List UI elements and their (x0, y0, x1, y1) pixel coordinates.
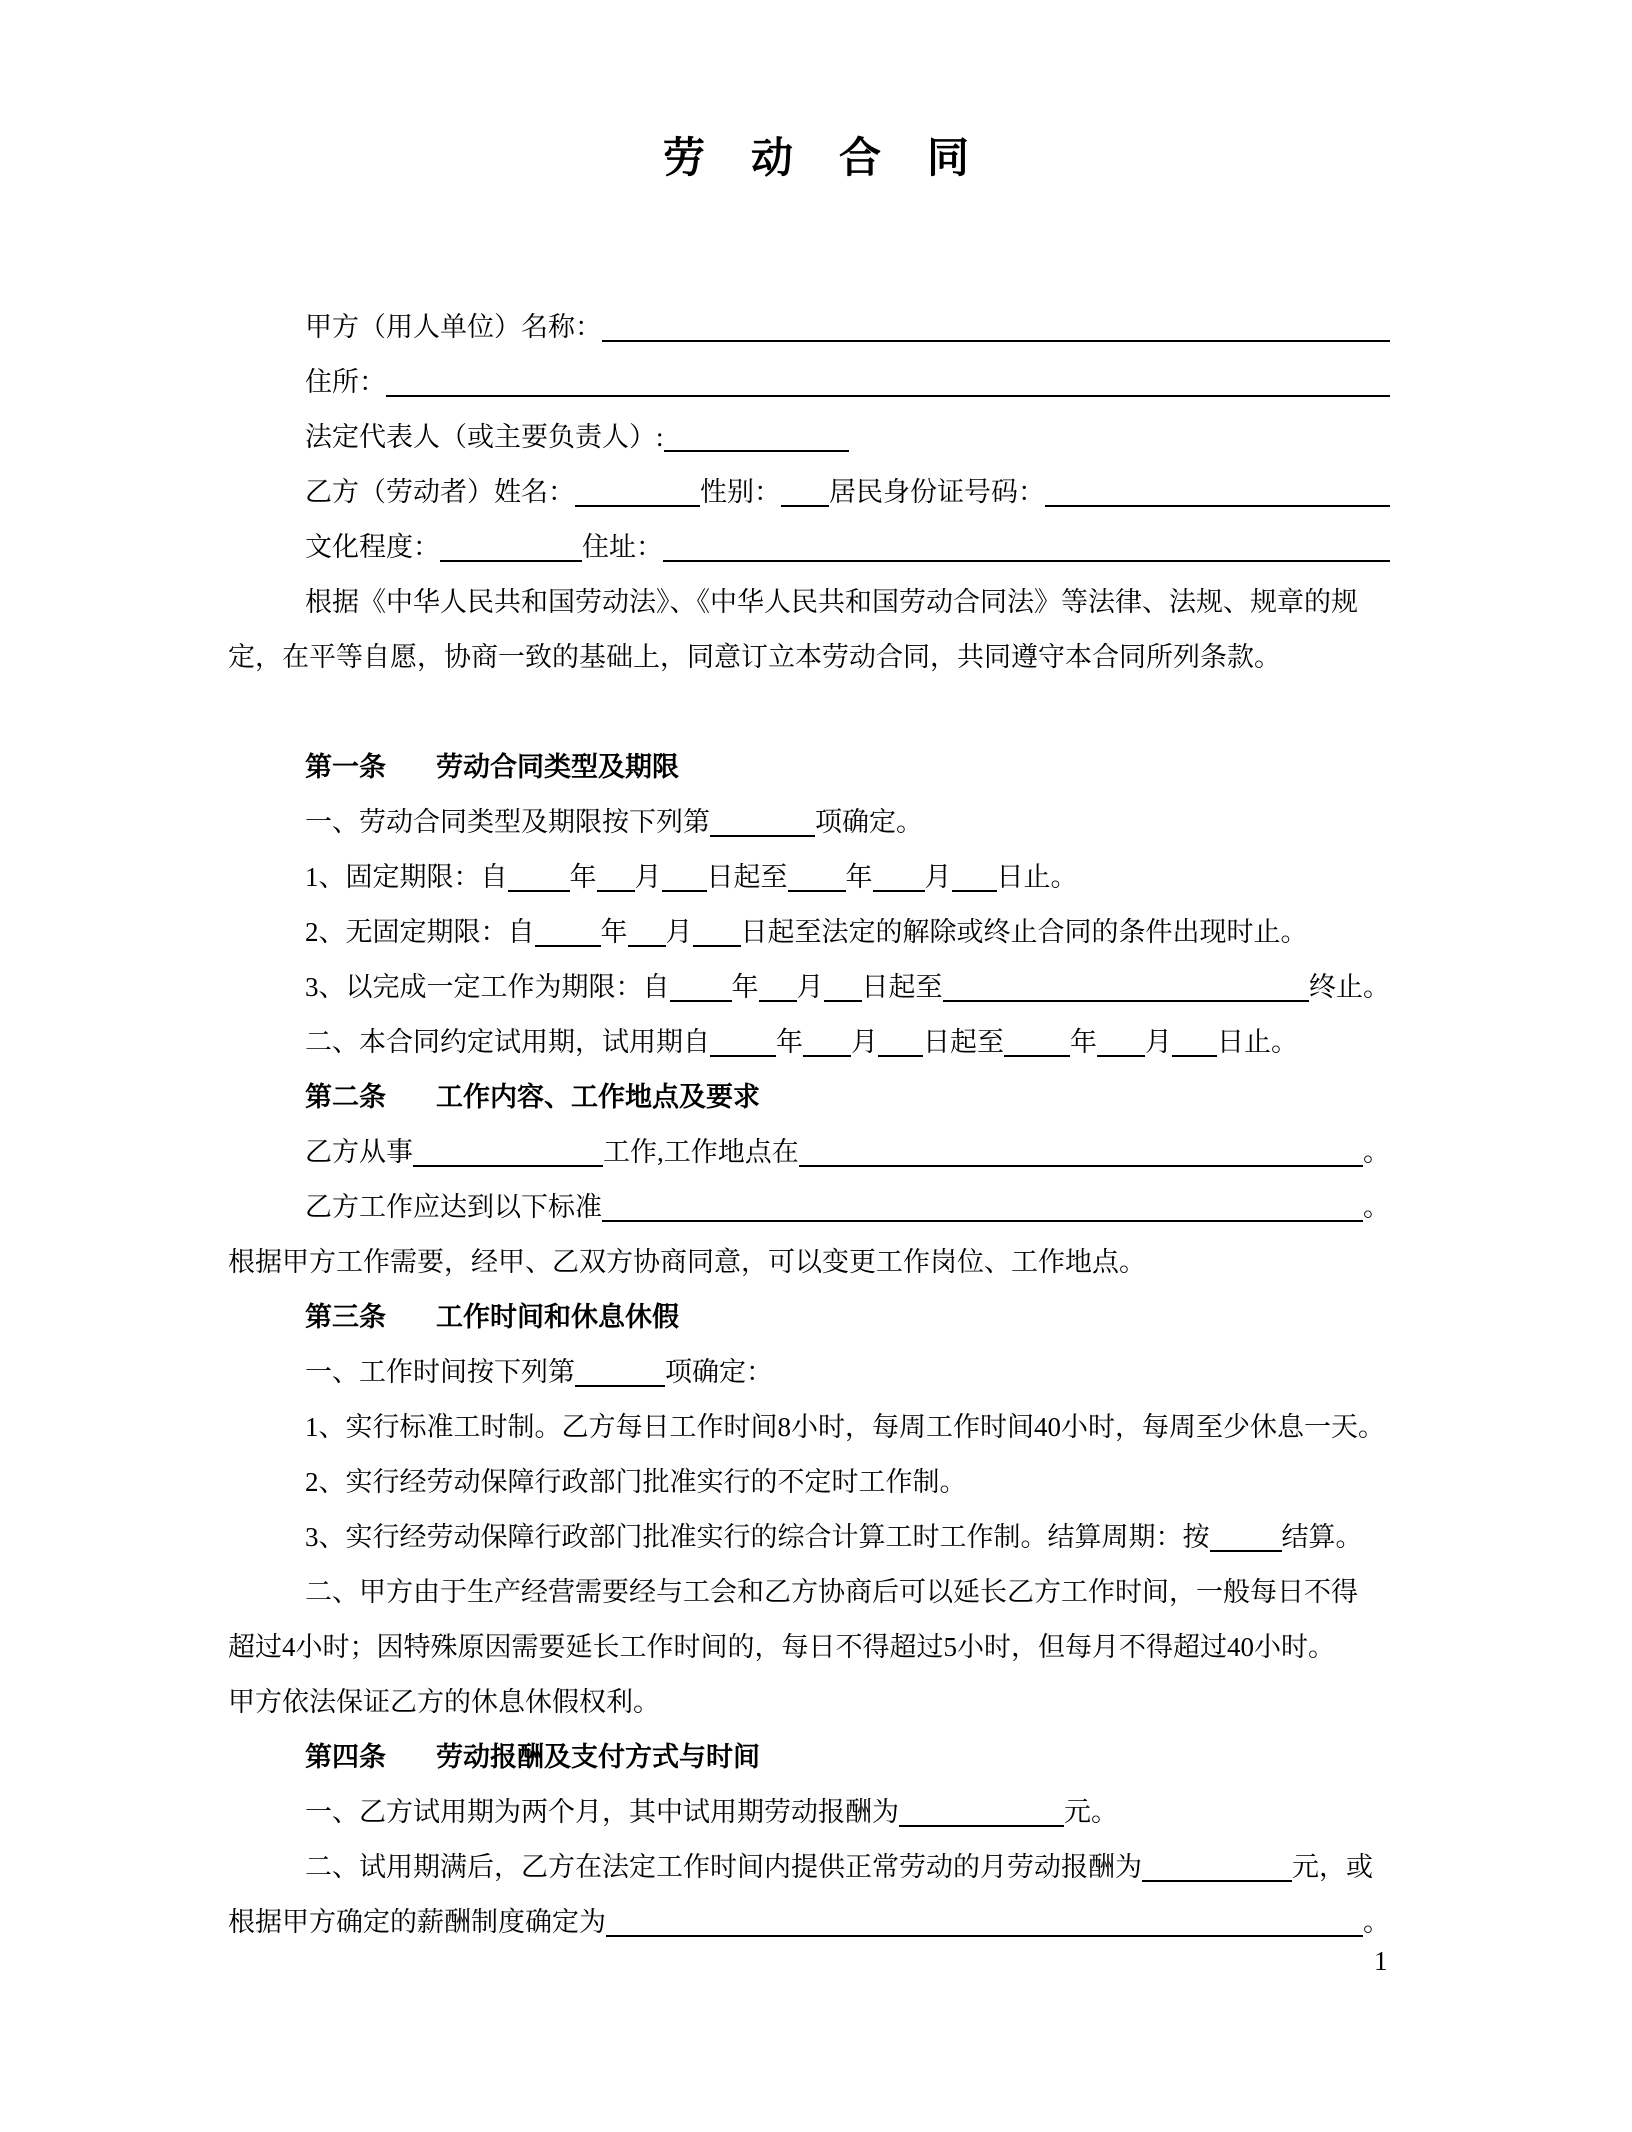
fill-in-blank (664, 450, 849, 452)
fill-in-blank (710, 835, 815, 837)
doc-text: 住所： (305, 367, 386, 397)
legal-representative-line (228, 410, 1390, 465)
doc-text: 一、劳动合同类型及期限按下列第 (305, 807, 710, 837)
doc-text: 3、以完成一定工作为期限：自 (305, 972, 670, 1002)
doc-text: 3、实行经劳动保障行政部门批准实行的综合计算工时工作制。结算周期：按 (305, 1522, 1210, 1552)
party-a-address-line (228, 355, 1390, 410)
doc-text: 日起至 (861, 972, 943, 1002)
doc-text: 一、工作时间按下列第 (305, 1357, 575, 1387)
party-b-info-line (228, 465, 1390, 520)
article-1-item-2 (228, 1015, 1390, 1070)
fill-in-blank (508, 890, 570, 892)
doc-text: 年 (731, 972, 759, 1002)
article-3-item-1-2 (228, 1455, 1390, 1510)
article-2-heading (228, 1070, 1390, 1125)
doc-text: 根据甲方工作需要，经甲、乙双方协商同意，可以变更工作岗位、工作地点。 (228, 1247, 1146, 1277)
article-3-item-1-1 (228, 1400, 1390, 1455)
fill-in-blank (693, 945, 741, 947)
preamble-line-2 (228, 630, 1390, 685)
article-3-item-1-3 (228, 1510, 1390, 1565)
fill-in-blank (670, 1000, 732, 1002)
doc-text: 1、固定期限：自 (305, 862, 508, 892)
article-4-item-2-cont (228, 1895, 1390, 1950)
doc-text: 1、实行标准工时制。乙方每日工作时间8小时，每周工作时间40小时，每周至少休息一天。 (305, 1412, 1385, 1442)
doc-text: 根据甲方确定的薪酬制度确定为 (228, 1907, 606, 1937)
doc-text: 日止。 (1217, 1027, 1298, 1057)
doc-text: 第三条 (305, 1302, 386, 1332)
doc-text: 月 (665, 917, 693, 947)
blank-row (228, 685, 1390, 740)
doc-text: 月 (851, 1027, 878, 1057)
party-a-name-line (228, 300, 1390, 355)
article-3-item-1 (228, 1345, 1390, 1400)
doc-text: 年 (569, 862, 597, 892)
doc-text: 第一条 (305, 752, 386, 782)
doc-text: 2、无固定期限：自 (305, 917, 535, 947)
doc-text: 第二条 (305, 1082, 386, 1112)
doc-text: 。 (1363, 1907, 1390, 1937)
article-1-item-1-1 (228, 850, 1390, 905)
doc-text: 性别： (700, 477, 781, 507)
doc-text: 工作,工作地点在 (603, 1137, 799, 1167)
fill-in-blank (575, 1385, 665, 1387)
fill-in-blank (878, 1055, 923, 1057)
fill-in-blank (1142, 1880, 1292, 1882)
doc-text: 一、乙方试用期为两个月，其中试用期劳动报酬为 (305, 1797, 899, 1827)
doc-text: 二、试用期满后，乙方在法定工作时间内提供正常劳动的月劳动报酬为 (305, 1852, 1142, 1882)
document-body (228, 300, 1390, 1950)
doc-text: 工作时间和休息休假 (436, 1302, 679, 1332)
fill-in-blank (873, 890, 925, 892)
doc-text: 日起至 (706, 862, 788, 892)
page-number: 1 (1374, 1946, 1388, 1976)
doc-text: 年 (845, 862, 873, 892)
fill-in-blank (899, 1825, 1064, 1827)
doc-text: 工作内容、工作地点及要求 (436, 1082, 760, 1112)
fill-in-blank (628, 945, 666, 947)
doc-text: 根据《中华人民共和国劳动法》、《中华人民共和国劳动合同法》等法律、法规、规章的规 (305, 587, 1358, 617)
doc-text: 。 (1363, 1192, 1390, 1222)
article-3-item-2 (228, 1565, 1390, 1620)
doc-text: 元。 (1064, 1797, 1118, 1827)
fill-in-blank (662, 890, 707, 892)
doc-text: 乙方（劳动者）姓名： (305, 477, 575, 507)
doc-text: 月 (796, 972, 824, 1002)
fill-in-blank (799, 1165, 1363, 1167)
doc-text: 年 (1070, 1027, 1097, 1057)
doc-text: 劳动报酬及支付方式与时间 (436, 1742, 760, 1772)
fill-in-blank (788, 890, 846, 892)
article-3-item-2-cont2 (228, 1675, 1390, 1730)
doc-text: 日起至法定的解除或终止合同的条件出现时止。 (740, 917, 1308, 947)
fill-in-blank (781, 505, 829, 507)
doc-text: 日止。 (996, 862, 1078, 892)
article-2-item-1 (228, 1125, 1390, 1180)
fill-in-blank (759, 1000, 797, 1002)
doc-text: 终止。 (1309, 972, 1390, 1002)
doc-text: 乙方工作应达到以下标准 (305, 1192, 602, 1222)
doc-text: 月 (1145, 1027, 1172, 1057)
fill-in-blank (952, 890, 997, 892)
fill-in-blank (575, 505, 700, 507)
doc-text: 甲方（用人单位）名称： (305, 312, 602, 342)
article-4-item-2 (228, 1840, 1390, 1895)
article-4-item-1 (228, 1785, 1390, 1840)
fill-in-blank (1097, 1055, 1145, 1057)
doc-text: 年 (600, 917, 628, 947)
doc-text: 超过4小时；因特殊原因需要延长工作时间的，每日不得超过5小时，但每月不得超过40小时。 (228, 1632, 1335, 1662)
doc-text: 结算。 (1281, 1522, 1363, 1552)
article-2-item-2-cont (228, 1235, 1390, 1290)
doc-text: 住址： (582, 532, 663, 562)
article-1-item-1 (228, 795, 1390, 850)
preamble-line-1 (228, 575, 1390, 630)
article-3-item-2-cont1 (228, 1620, 1390, 1675)
fill-in-blank (413, 1165, 603, 1167)
fill-in-blank (1004, 1055, 1070, 1057)
fill-in-blank (824, 1000, 862, 1002)
fill-in-blank (606, 1935, 1363, 1937)
doc-text: 元，或 (1292, 1852, 1373, 1882)
document-title: 劳动合同 (662, 136, 1015, 182)
doc-text: 月 (924, 862, 952, 892)
doc-text: 文化程度： (305, 532, 440, 562)
fill-in-blank (597, 890, 635, 892)
doc-text: 二、甲方由于生产经营需要经与工会和乙方协商后可以延长乙方工作时间，一般每日不得 (305, 1577, 1358, 1607)
education-address-line (228, 520, 1390, 575)
doc-text: 甲方依法保证乙方的休息休假权利。 (228, 1687, 660, 1717)
fill-in-blank (663, 560, 1390, 562)
fill-in-blank (535, 945, 601, 947)
fill-in-blank (1045, 505, 1390, 507)
fill-in-blank (440, 560, 582, 562)
fill-in-blank (943, 1000, 1310, 1002)
doc-text: 。 (1363, 1137, 1390, 1167)
article-2-item-2 (228, 1180, 1390, 1235)
doc-text: 第四条 (305, 1742, 386, 1772)
article-4-heading (228, 1730, 1390, 1785)
doc-text: 劳动合同类型及期限 (436, 752, 679, 782)
doc-text: 月 (634, 862, 662, 892)
doc-text: 法定代表人（或主要负责人）: (305, 422, 664, 452)
doc-text: 项确定。 (815, 807, 923, 837)
fill-in-blank (386, 395, 1390, 397)
fill-in-blank (602, 1220, 1363, 1222)
article-1-heading (228, 740, 1390, 795)
doc-text: 定，在平等自愿，协商一致的基础上，同意订立本劳动合同，共同遵守本合同所列条款。 (228, 642, 1281, 672)
fill-in-blank (1210, 1550, 1282, 1552)
fill-in-blank (803, 1055, 851, 1057)
doc-text: 二、本合同约定试用期，试用期自 (305, 1027, 710, 1057)
doc-text: 居民身份证号码： (829, 477, 1045, 507)
article-1-item-1-2 (228, 905, 1390, 960)
fill-in-blank (602, 340, 1390, 342)
fill-in-blank (1172, 1055, 1217, 1057)
doc-text: 项确定： (665, 1357, 773, 1387)
doc-text: 年 (776, 1027, 803, 1057)
doc-text: 乙方从事 (305, 1137, 413, 1167)
article-3-heading (228, 1290, 1390, 1345)
doc-text: 日起至 (923, 1027, 1004, 1057)
doc-text: 2、实行经劳动保障行政部门批准实行的不定时工作制。 (305, 1467, 967, 1497)
article-1-item-1-3 (228, 960, 1390, 1015)
fill-in-blank (710, 1055, 776, 1057)
